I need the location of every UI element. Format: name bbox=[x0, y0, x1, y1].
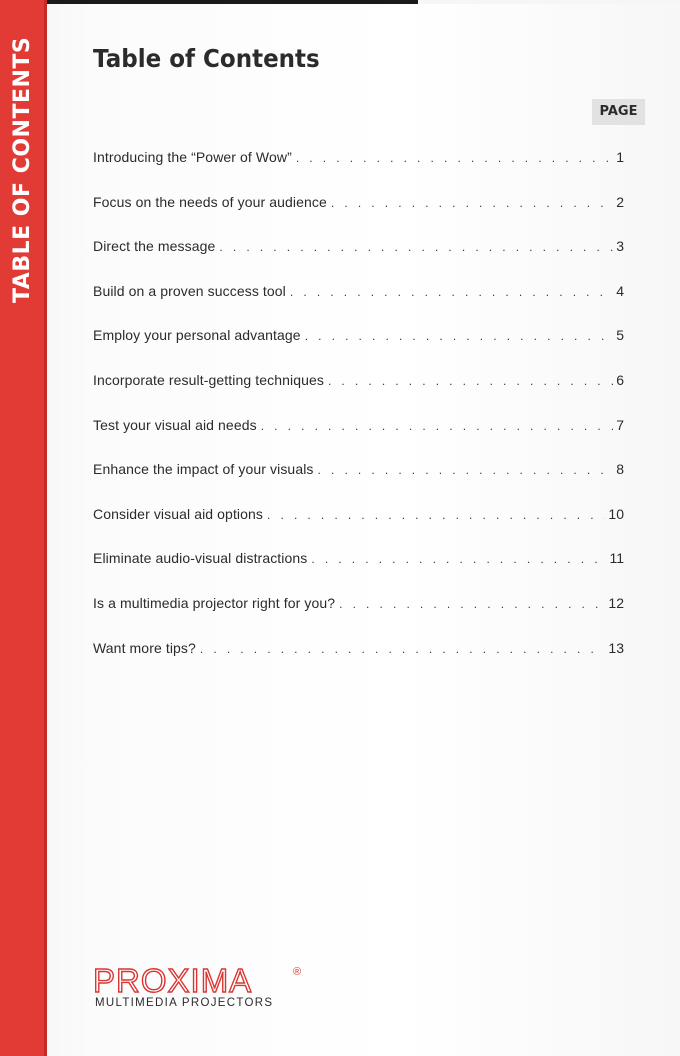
toc-entry-page: 1 bbox=[616, 149, 624, 165]
dot-leader bbox=[318, 459, 614, 481]
toc-entry-title: Is a multimedia projector right for you? bbox=[93, 594, 336, 611]
side-tab-label: TABLE OF CONTENTS bbox=[10, 36, 35, 303]
toc-entry-page: 3 bbox=[616, 238, 624, 255]
toc-entry-title: Enhance the impact of your visuals bbox=[93, 461, 314, 478]
toc-entry bbox=[93, 146, 624, 191]
side-tab-shade bbox=[44, 0, 47, 1056]
toc-entry bbox=[93, 547, 624, 592]
dot-leader bbox=[219, 236, 613, 258]
toc-entry bbox=[93, 280, 624, 325]
toc-entry-page: 13 bbox=[608, 639, 624, 656]
toc-entry bbox=[93, 592, 624, 637]
dot-leader bbox=[261, 415, 614, 437]
dot-leader bbox=[296, 147, 613, 169]
proxima-logo bbox=[93, 964, 313, 1014]
toc-entry-page: 4 bbox=[616, 282, 624, 299]
registered-mark: ® bbox=[293, 966, 302, 978]
toc-entry-title: Test your visual aid needs bbox=[93, 416, 257, 433]
dot-leader bbox=[311, 548, 606, 570]
toc-entry-title: Eliminate audio-visual distractions bbox=[93, 550, 308, 567]
toc-entry-page: 12 bbox=[608, 594, 624, 611]
toc-entry-title: Incorporate result-getting techniques bbox=[93, 371, 324, 388]
toc-entry bbox=[93, 637, 624, 682]
logo-wordmark: PROXIMA bbox=[93, 962, 253, 999]
toc-entry-page: 11 bbox=[609, 550, 624, 567]
side-tab bbox=[0, 0, 47, 1056]
toc-entry-page: 7 bbox=[616, 416, 624, 433]
toc-entry bbox=[93, 324, 624, 369]
toc-list bbox=[93, 146, 624, 681]
page-title: Table of Contents bbox=[93, 44, 320, 73]
toc-entry-title: Want more tips? bbox=[93, 639, 196, 656]
dot-leader bbox=[267, 504, 605, 526]
toc-entry bbox=[93, 458, 624, 503]
toc-entry-title: Direct the message bbox=[93, 238, 216, 255]
toc-entry bbox=[93, 503, 624, 548]
toc-entry bbox=[93, 369, 624, 414]
toc-entry bbox=[93, 191, 624, 236]
logo-tagline: MULTIMEDIA PROJECTORS bbox=[95, 997, 274, 1009]
top-edge-gap bbox=[418, 0, 680, 4]
dot-leader bbox=[290, 281, 613, 303]
toc-entry-title: Employ your personal advantage bbox=[93, 327, 301, 344]
dot-leader bbox=[200, 638, 606, 660]
toc-entry-page: 2 bbox=[616, 193, 624, 210]
dot-leader bbox=[328, 370, 613, 392]
toc-entry-title: Introducing the “Power of Wow” bbox=[93, 149, 292, 165]
page-column-label: PAGE bbox=[592, 99, 645, 125]
toc-entry-page: 5 bbox=[616, 327, 624, 344]
toc-entry-page: 6 bbox=[616, 371, 624, 388]
toc-entry bbox=[93, 414, 624, 459]
toc-entry-page: 10 bbox=[608, 505, 624, 522]
toc-entry-title: Focus on the needs of your audience bbox=[93, 193, 327, 210]
toc-entry-title: Build on a proven success tool bbox=[93, 282, 286, 299]
dot-leader bbox=[331, 192, 613, 214]
dot-leader bbox=[305, 325, 614, 347]
toc-entry-page: 8 bbox=[616, 461, 624, 478]
toc-entry bbox=[93, 235, 624, 280]
dot-leader bbox=[339, 593, 605, 615]
toc-entry-title: Consider visual aid options bbox=[93, 505, 264, 522]
